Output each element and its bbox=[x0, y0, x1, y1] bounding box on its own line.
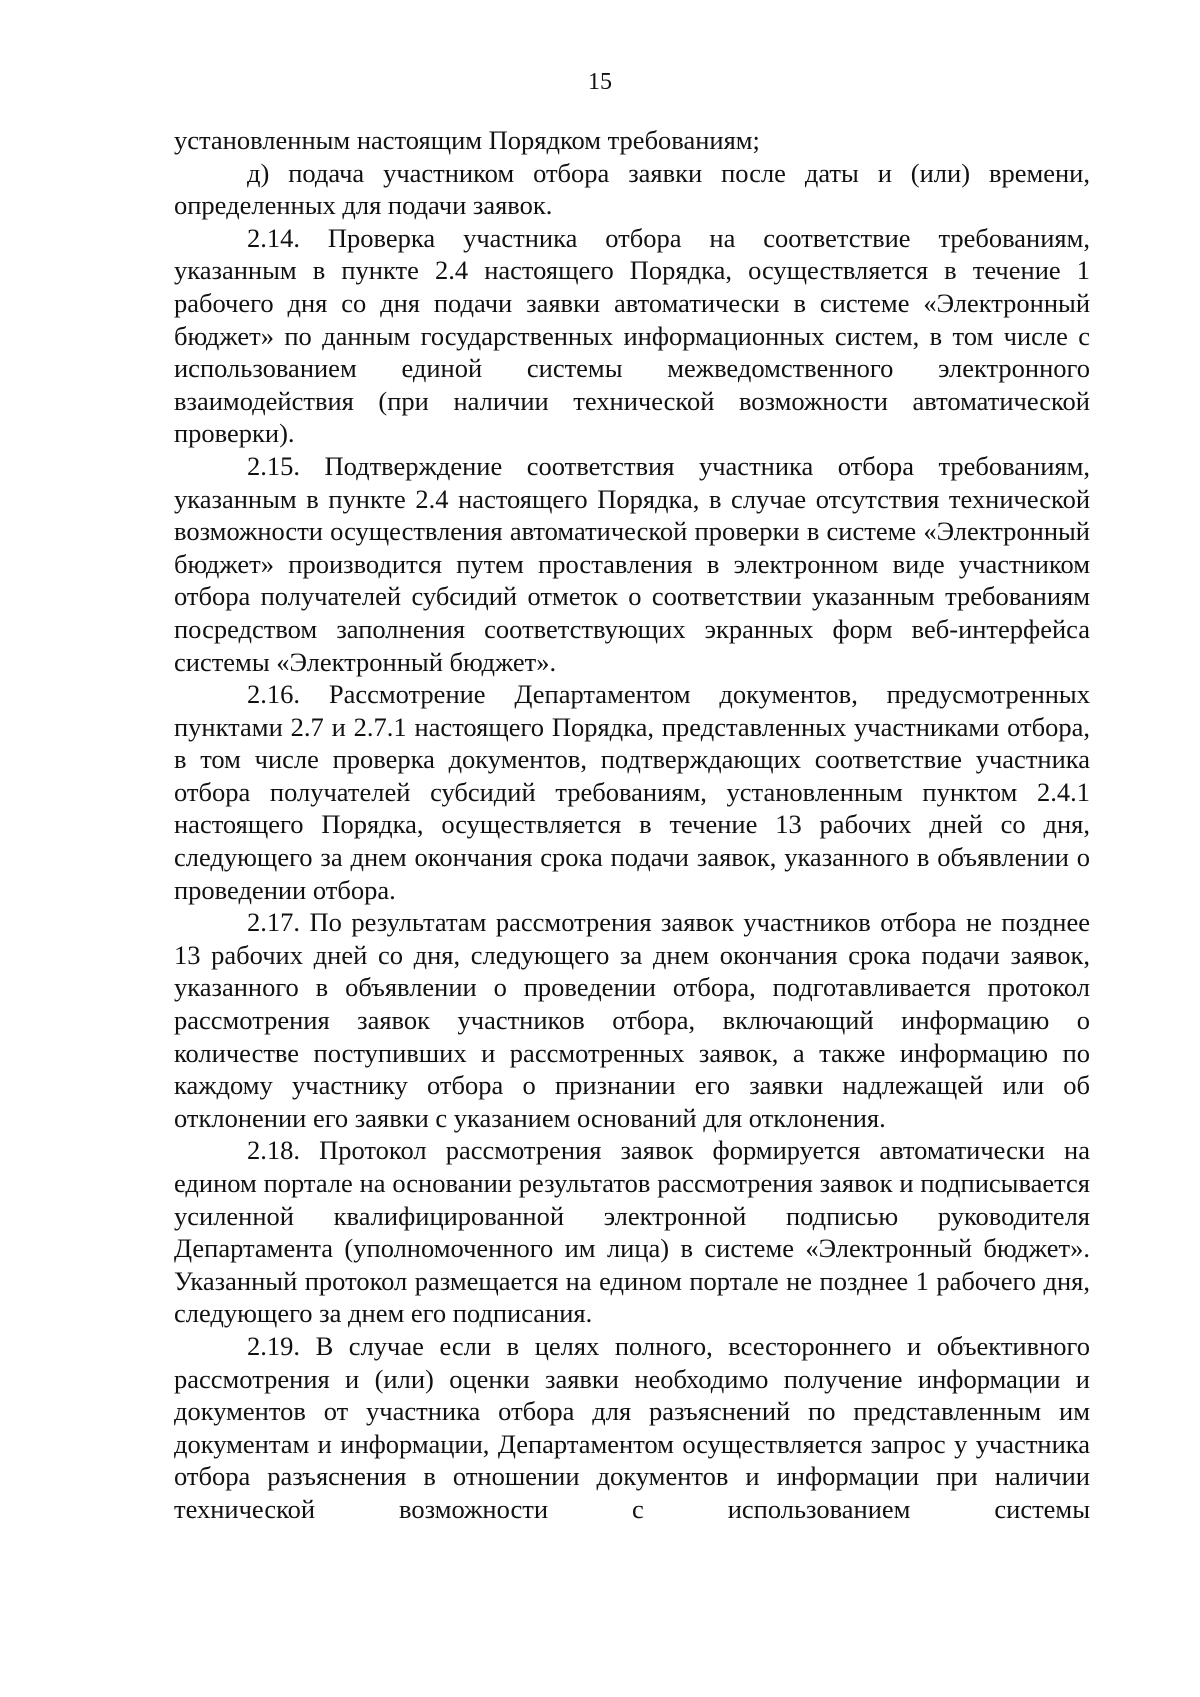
paragraph-continuation: установленным настоящим Порядком требованиям; bbox=[174, 125, 760, 155]
paragraph-2-19: 2.19. В случае если в целях полного, всестороннего и объективного рассмотрения и (или) оценки заявки необходимо получение информации и документов от участника отбора для разъяснений по представленным им документам и информации, Департаментом осуществляется запрос у участника отбора разъяснения в отношении документов и информации при наличии технической возможности с использованием системы bbox=[174, 1330, 1090, 1524]
paragraph-2-18: 2.18. Протокол рассмотрения заявок формируется автоматически на едином портале на основании результатов рассмотрения заявок и подписывается усиленной квалифицированной электронной подписью руководителя Департамента (уполномоченного им лица) в системе «Электронный бюджет». Указанный протокол размещается на едином портале не позднее 1 рабочего дня, следующего за днем его подписания. bbox=[174, 1135, 1090, 1329]
document-body bbox=[174, 124, 1090, 1526]
paragraph-2-15: 2.15. Подтверждение соответствия участника отбора требованиям, указанным в пункте 2.4 настоящего Порядка, в случае отсутствия технической возможности осуществления автоматической проверки в системе «Электронный бюджет» производится путем проставления в электронном виде участником отбора получателей субсидий отметок о соответствии указанным требованиям посредством заполнения соответствующих экранных форм веб-интерфейса системы «Электронный бюджет». bbox=[174, 450, 1090, 677]
paragraph-item-d: д) подача участником отбора заявки после даты и (или) времени, определенных для подачи заявок. bbox=[174, 157, 1090, 221]
paragraph-2-14: 2.14. Проверка участника отбора на соответствие требованиям, указанным в пункте 2.4 настоящего Порядка, осуществляется в течение 1 рабочего дня со дня подачи заявки автоматически в системе «Электронный бюджет» по данным государственных информационных систем, в том числе с использованием единой системы межведомственного электронного взаимодействия (при наличии технической возможности автоматической проверки). bbox=[174, 222, 1090, 449]
paragraph-2-16: 2.16. Рассмотрение Департаментом документов, предусмотренных пунктами 2.7 и 2.7.1 настоящего Порядка, представленных участниками отбора, в том числе проверка документов, подтверждающих соответствие участника отбора получателей субсидий требованиям, установленным пунктом 2.4.1 настоящего Порядка, осуществляется в течение 13 рабочих дней со дня, следующего за днем окончания срока подачи заявок, указанного в объявлении о проведении отбора. bbox=[174, 679, 1090, 905]
paragraph-2-17: 2.17. По результатам рассмотрения заявок участников отбора не позднее 13 рабочих дней со дня, следующего за днем окончания срока подачи заявок, указанного в объявлении о проведении отбора, подготавливается протокол рассмотрения заявок участников отбора, включающий информацию о количестве поступивших и рассмотренных заявок, а также информацию по каждому участнику отбора о признании его заявки надлежащей или об отклонении его заявки с указанием оснований для отклонения. bbox=[174, 907, 1090, 1133]
page-number: 15 bbox=[588, 69, 612, 95]
